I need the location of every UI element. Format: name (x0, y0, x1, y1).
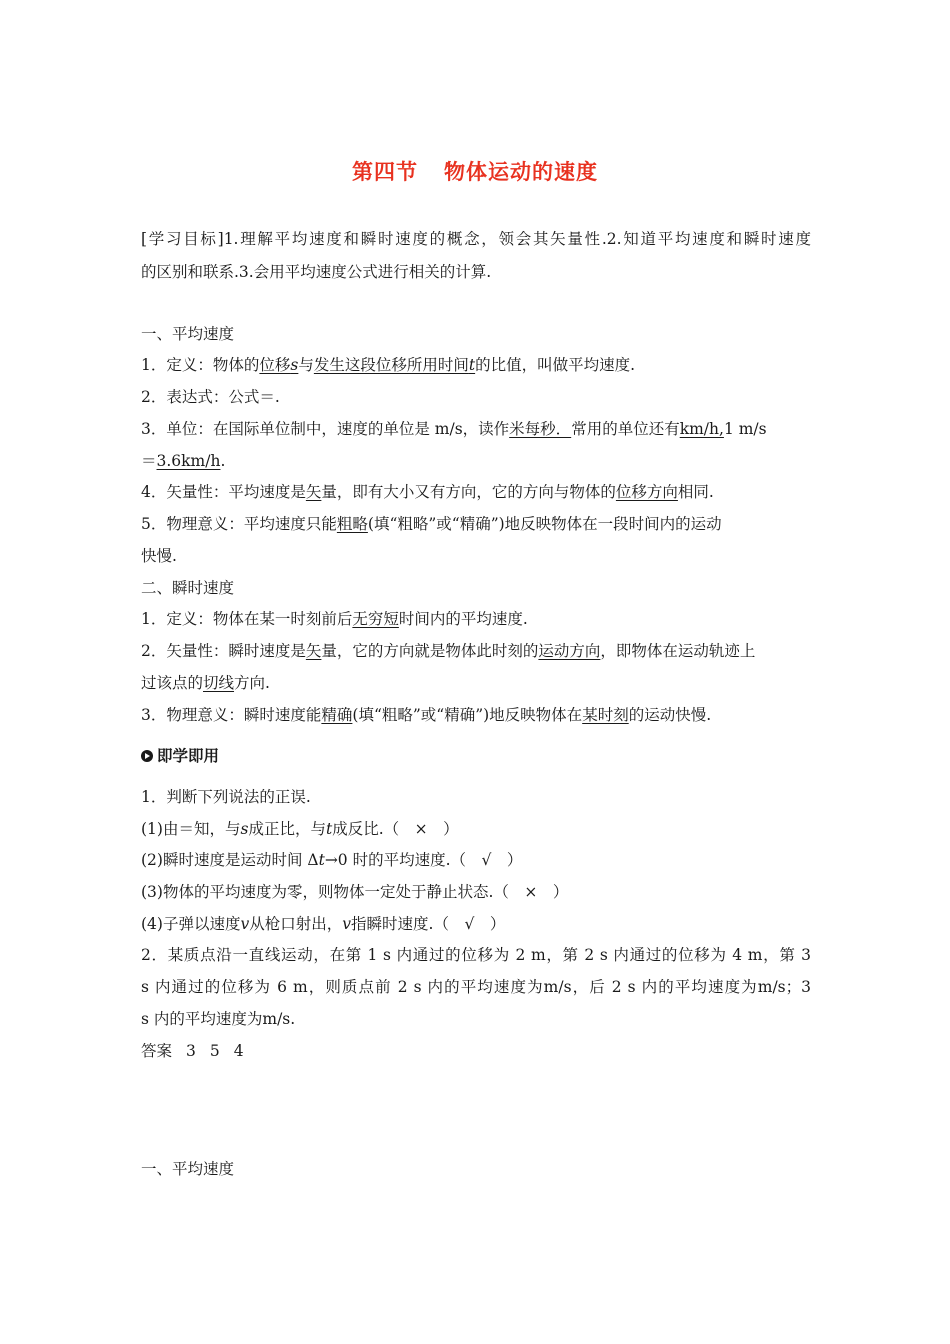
blank-answer: 米每秒． (509, 420, 572, 438)
blank-answer: 精确 (321, 706, 353, 724)
sec1-item1: 1．定义：物体的位移s与发生这段位移所用时间t的比值，叫做平均速度. (141, 356, 636, 374)
blank-answer: 粗略 (336, 515, 368, 533)
blank-answer: 位移方向 (615, 483, 678, 501)
blank-answer: 位移s (259, 356, 299, 374)
section1-heading: 一、平均速度 (141, 325, 235, 343)
learning-goals-line2: 的区别和联系.3.会用平均速度公式进行相关的计算. (141, 263, 492, 281)
sec2-item1: 1．定义：物体在某一时刻前后无穷短时间内的平均速度. (141, 610, 528, 628)
blank-answer: 矢 (305, 642, 322, 660)
section2-heading: 二、瞬时速度 (141, 579, 235, 597)
page-title (0, 156, 950, 186)
sec2-item2: 2．矢量性：瞬时速度是矢量，它的方向就是物体此时刻的运动方向，即物体在运动轨迹上 (141, 642, 756, 660)
practice-heading: 即学即用 (141, 745, 811, 767)
blank-answer: 发生这段位移所用时间t (313, 356, 476, 374)
title-topic: 物体运动的速度 (444, 160, 598, 184)
blank-answer: 3.6km/h (156, 452, 221, 470)
practice-q1-item2: (2)瞬时速度是运动时间 Δt→0 时的平均速度.（ √ ） (141, 851, 523, 869)
sec1-item3-cont: ＝3.6km/h. (141, 452, 226, 470)
blank-answer: 切线 (203, 674, 235, 692)
blank-answer: 矢 (305, 483, 322, 501)
sec1-item3: 3．单位：在国际单位制中，速度的单位是 m/s，读作米每秒．常用的单位还有km/h,1 m/s (141, 420, 767, 438)
footer-section-heading: 一、平均速度 (141, 1160, 235, 1178)
sec1-item4: 4．矢量性：平均速度是矢量，即有大小又有方向，它的方向与物体的位移方向相同. (141, 483, 714, 501)
practice-q2-line1: 2．某质点沿一直线运动，在第 1 s 内通过的位移为 2 m，第 2 s 内通过的位移为 4 m，第 3 (141, 946, 811, 964)
blank-answer: 某时刻 (582, 706, 629, 724)
practice-q1-item3: (3)物体的平均速度为零，则物体一定处于静止状态.（ × ） (141, 883, 569, 901)
practice-q1-item4: (4)子弹以速度v从枪口射出，v指瞬时速度.（ √ ） (141, 915, 506, 933)
sec1-item5-cont: 快慢. (141, 547, 177, 565)
blank-answer: 运动方向 (538, 642, 601, 660)
practice-q2-line2: s 内通过的位移为 6 m，则质点前 2 s 内的平均速度为m/s，后 2 s 内的平均速度为m/s；3 (141, 978, 811, 996)
practice-q1: 1．判断下列说法的正误. (141, 788, 311, 806)
title-section-number: 第四节 (352, 160, 418, 184)
learning-goals-line1: [学习目标]1.理解平均速度和瞬时速度的概念，领会其矢量性.2.知道平均速度和瞬时速度 (141, 230, 811, 248)
answer-line: 答案 3 5 4 (141, 1042, 244, 1060)
blank-answer: 无穷短 (352, 610, 399, 628)
sec2-item3: 3．物理意义：瞬时速度能精确(填“粗略”或“精确”)地反映物体在某时刻的运动快慢. (141, 706, 712, 724)
practice-q1-item1: (1)由＝知，与s成正比，与t成反比.（ × ） (141, 820, 459, 838)
answer-label: 答案 (141, 1042, 173, 1060)
play-circle-icon (141, 750, 153, 762)
sec1-item2: 2．表达式：公式＝. (141, 388, 280, 406)
practice-q2-line3: s 内的平均速度为m/s. (141, 1010, 296, 1028)
sec2-item2-cont: 过该点的切线方向. (141, 674, 270, 692)
blank-answer: km/h, (679, 420, 724, 438)
sec1-item5: 5．物理意义：平均速度只能粗略(填“粗略”或“精确”)地反映物体在一段时间内的运动 (141, 515, 722, 533)
